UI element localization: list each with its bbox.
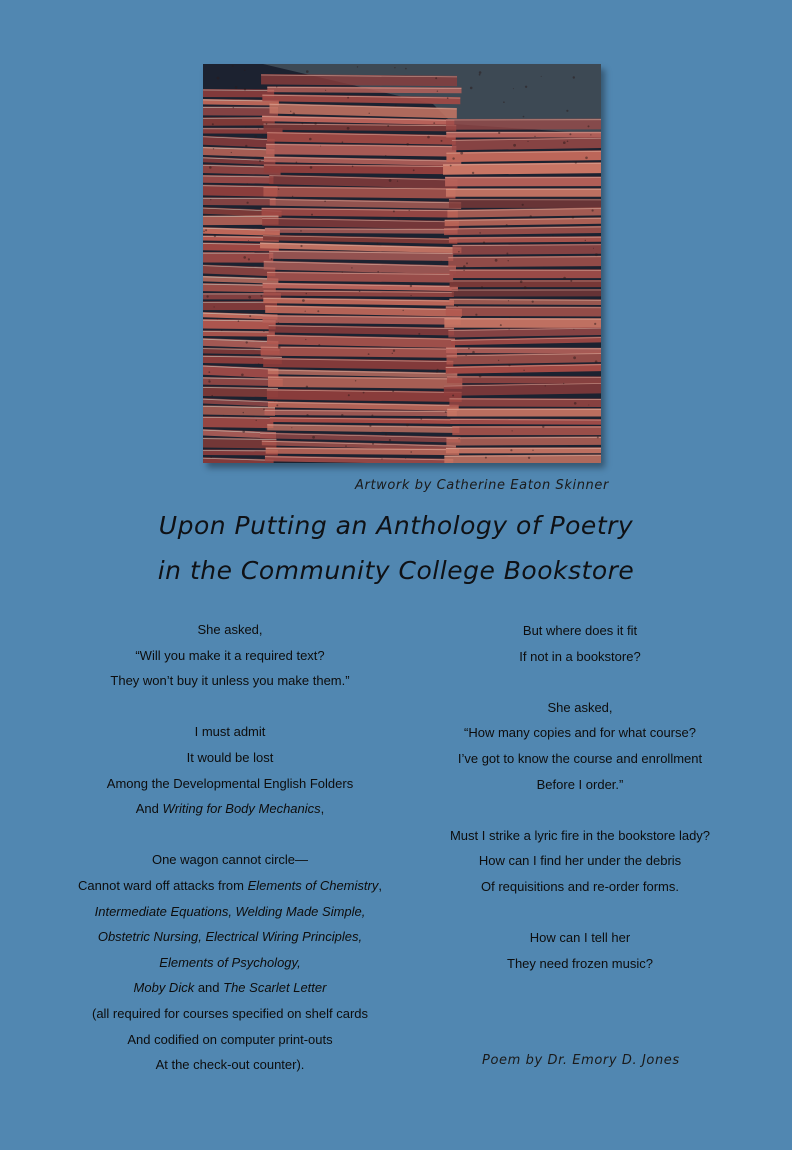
poem-line: [60, 745, 400, 771]
poem-line: [430, 848, 730, 874]
stacked-books-painting-icon: [203, 64, 601, 463]
poem-text: I must admit: [194, 724, 266, 740]
poem-line: [430, 874, 730, 900]
poem-line: [430, 823, 730, 849]
poem-left-column: [60, 617, 400, 1078]
poem-text: If not in a bookstore?: [519, 648, 641, 664]
poem-right-column: [430, 618, 730, 976]
poem-text: How can I find her under the debris: [478, 853, 682, 869]
poem-text: Cannot ward off attacks from: [78, 877, 248, 893]
poem-line: [430, 925, 730, 951]
book-title-text: Moby Dick: [133, 980, 195, 996]
poem-line: [60, 899, 400, 925]
poem-text: She asked,: [547, 699, 613, 715]
book-title-text: Elements of Chemistry: [247, 877, 379, 893]
poem-title-line-1: Upon Putting an Anthology of Poetry: [158, 511, 634, 540]
poem-title-line-2: in the Community College Bookstore: [157, 556, 635, 585]
poem-line: [60, 1052, 400, 1078]
poem-text: Of requisitions and re-order forms.: [481, 878, 679, 894]
poem-text: But where does it fit: [522, 623, 638, 638]
poem-line: [430, 644, 730, 670]
poem-text: How can I tell her: [529, 930, 631, 946]
poem-text: “How many copies and for what course?: [464, 725, 696, 741]
poem-text: ,: [378, 877, 382, 893]
poem-line: [60, 1027, 400, 1053]
book-title-text: Intermediate Equations, Welding Made Simple,: [94, 903, 366, 919]
poem-line: [60, 950, 400, 976]
poem-text: At the check-out counter).: [155, 1057, 305, 1073]
poem-line: [60, 796, 400, 822]
stanza-break: [430, 797, 730, 823]
stanza-break: [430, 900, 730, 926]
poem-text: They won’t buy it unless you make them.”: [110, 673, 350, 689]
stanza-break: [60, 822, 400, 848]
poem-line: [60, 924, 400, 950]
poem-line: [60, 668, 400, 694]
poem-text: “Will you make it a required text?: [135, 647, 325, 663]
poem-text: ,: [320, 801, 325, 817]
book-title-text: Elements of Psychology,: [159, 954, 301, 970]
poem-line: [60, 873, 400, 899]
poem-line: [430, 720, 730, 746]
poem-line: [430, 951, 730, 977]
poem-line: [430, 772, 730, 798]
poem-text: I’ve got to know the course and enrollment: [457, 750, 703, 766]
poem-text: It would be lost: [186, 749, 274, 765]
artwork-credit: Artwork by Catherine Eaton Skinner: [355, 478, 609, 493]
poem-text: She asked,: [197, 622, 263, 637]
poem-text: Must I strike a lyric fire in the bookstore lady?: [449, 827, 711, 843]
poem-credit: Poem by Dr. Emory D. Jones: [482, 1053, 680, 1068]
poem-text: Among the Developmental English Folders: [106, 775, 354, 791]
book-title-text: The Scarlet Letter: [223, 980, 327, 996]
poem-text: (all required for courses specified on shelf cards: [91, 1005, 369, 1021]
poem-text: Before I order.”: [536, 776, 624, 792]
poem-line: [60, 975, 400, 1001]
poem-line: [430, 695, 730, 721]
poem-text: and: [194, 980, 224, 996]
poem-line: [60, 617, 400, 643]
poem-text: One wagon cannot circle—: [151, 852, 309, 868]
stanza-break: [60, 694, 400, 720]
poem-line: [430, 618, 730, 644]
poem-text: And codified on computer print-outs: [127, 1031, 333, 1047]
poem-text: They need frozen music?: [507, 955, 653, 971]
book-title-text: Obstetric Nursing, Electrical Wiring Principles,: [97, 929, 363, 945]
artwork-painting: [203, 64, 601, 463]
poem-line: [60, 643, 400, 669]
poem-line: [430, 746, 730, 772]
poem-line: [60, 719, 400, 745]
poem-text: And: [135, 801, 163, 817]
stanza-break: [430, 669, 730, 695]
book-title-text: Writing for Body Mechanics: [162, 801, 321, 817]
poem-line: [60, 1001, 400, 1027]
poem-line: [60, 847, 400, 873]
poem-line: [60, 771, 400, 797]
